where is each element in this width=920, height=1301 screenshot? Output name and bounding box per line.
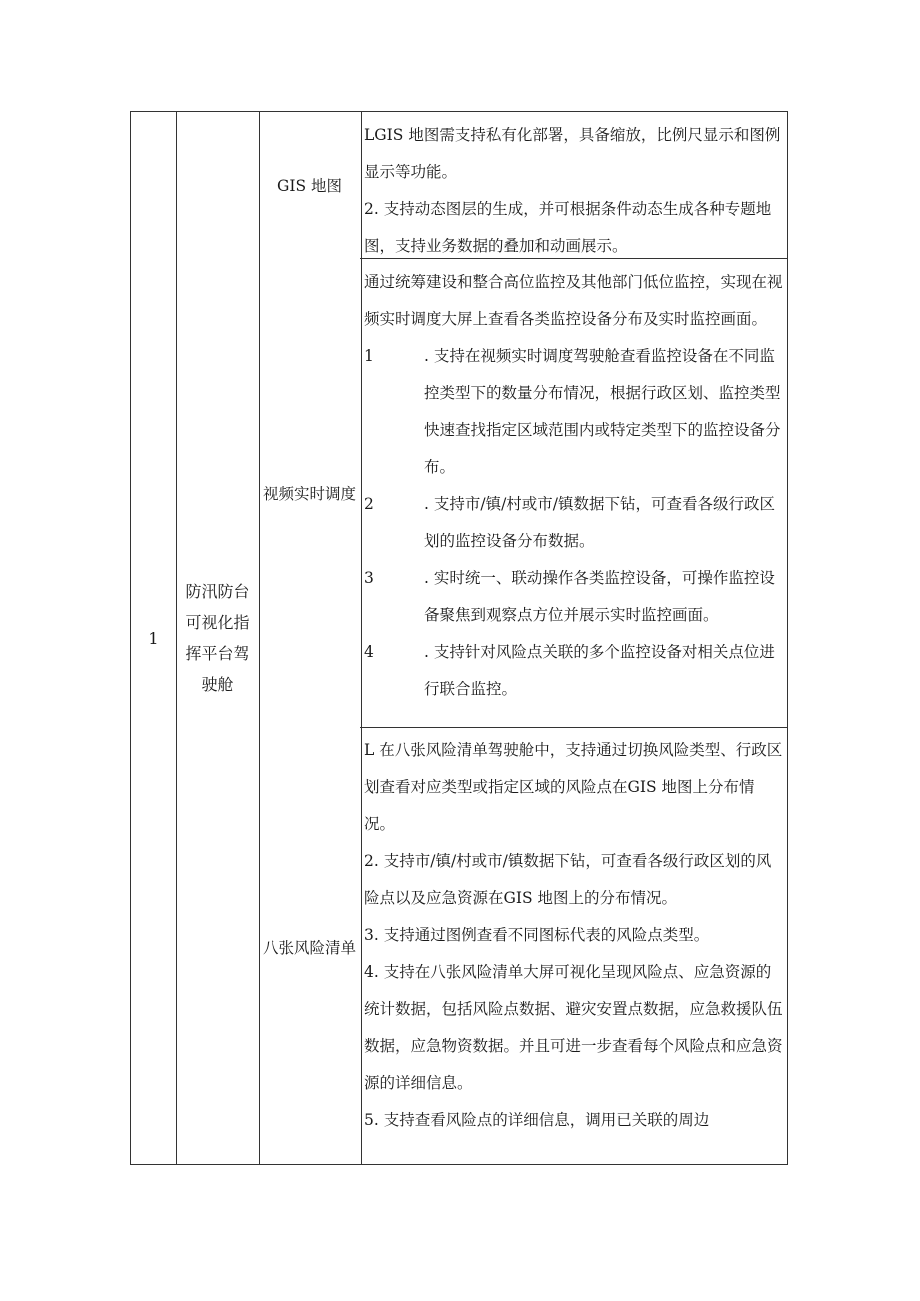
desc-paragraph: 4. 支持在八张风险清单大屏可视化呈现风险点、应急资源的统计数据，包括风险点数据、避灾安置点数据，应急救援队伍数据，应急物资数据。并且可进一步查看每个风险点和应急资源的详细信息。	[364, 963, 783, 1092]
list-number: 4	[364, 643, 374, 661]
desc-paragraph: 3. 支持通过图例查看不同图标代表的风险点类型。	[364, 926, 710, 944]
row-number: 1	[148, 628, 159, 648]
desc-risk-lists	[361, 732, 787, 1139]
list-item	[364, 338, 785, 486]
list-item	[364, 486, 785, 560]
feature-risk-lists: 八张风险清单	[262, 938, 356, 957]
desc-video-dispatch	[361, 264, 787, 708]
feature-gis-map: GIS 地图	[276, 177, 343, 195]
desc-paragraph: 2. 支持动态图层的生成，并可根据条件动态生成各种专题地图，支持业务数据的叠加和动画展示。	[364, 200, 772, 255]
desc-intro: 通过统筹建设和整合高位监控及其他部门低位监控，实现在视频实时调度大屏上查看各类监控设备分布及实时监控画面。	[364, 273, 783, 328]
row-divider	[360, 727, 787, 728]
feature-video-dispatch: 视频实时调度	[262, 484, 356, 503]
list-text: . 实时统一、联动操作各类监控设备，可操作监控设备聚焦到观察点方位并展示实时监控画面。	[424, 569, 775, 624]
list-text: . 支持在视频实时调度驾驶舱查看监控设备在不同监控类型下的数量分布情况，根据行政区划、监控类型快速查找指定区域范围内或特定类型下的监控设备分布。	[424, 347, 781, 476]
list-number: 3	[364, 569, 374, 587]
desc-gis-map	[361, 117, 787, 265]
desc-paragraph: L 在八张风险清单驾驶舱中，支持通过切换风险类型、行政区划查看对应类型或指定区域的风险点在GIS 地图上分布情况。	[364, 741, 783, 833]
desc-paragraph: LGIS 地图需支持私有化部署，具备缩放，比例尺显示和图例显示等功能。	[364, 126, 781, 181]
list-item	[364, 634, 785, 708]
desc-paragraph: 2. 支持市/镇/村或市/镇数据下钻，可查看各级行政区划的风险点以及应急资源在GIS 地图上的分布情况。	[364, 852, 772, 907]
list-item	[364, 560, 785, 634]
list-number: 1	[364, 347, 374, 365]
requirements-table	[130, 111, 788, 1165]
desc-paragraph: 5. 支持查看风险点的详细信息，调用已关联的周边	[364, 1111, 710, 1129]
list-text: . 支持针对风险点关联的多个监控设备对相关点位进行联合监控。	[424, 643, 775, 698]
list-number: 2	[364, 495, 374, 513]
platform-name: 防汛防台可视化指挥平台驾驶舱	[185, 582, 250, 694]
list-text: . 支持市/镇/村或市/镇数据下钻，可查看各级行政区划的监控设备分布数据。	[424, 495, 776, 550]
